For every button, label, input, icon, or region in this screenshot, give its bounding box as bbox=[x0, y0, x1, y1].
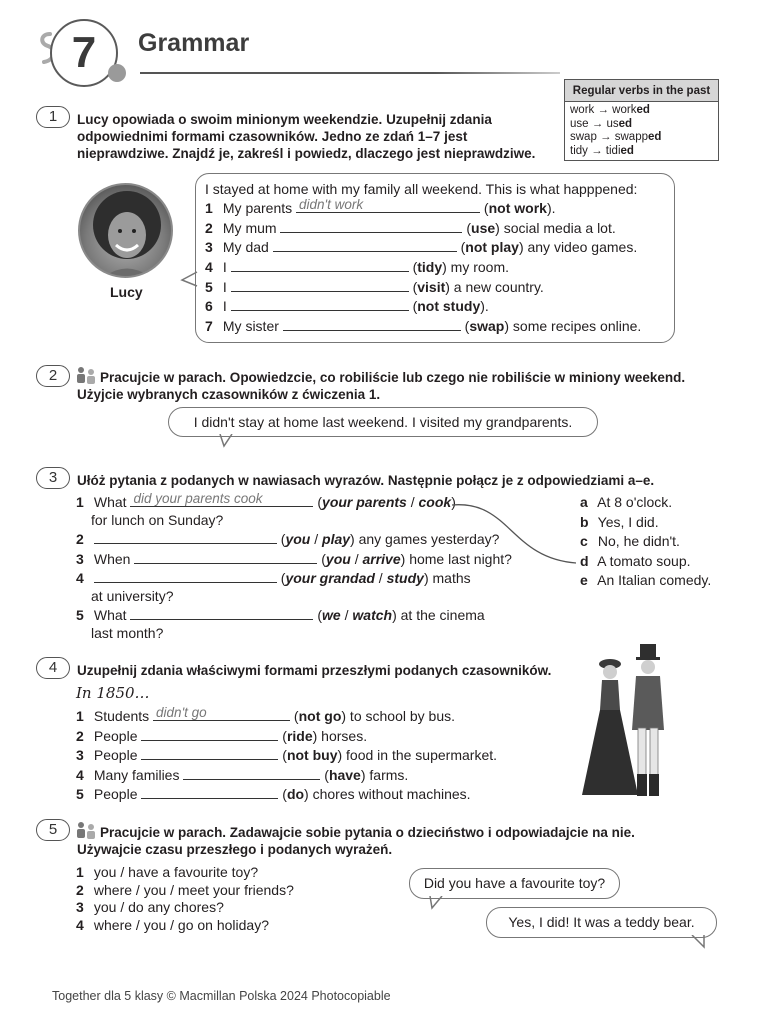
ex3-item: 2 (you / play) any games yesterday? bbox=[76, 531, 500, 547]
ex4-item: 5 People (do) chores without machines. bbox=[76, 786, 471, 802]
ex1-item: 1 My parents didn't work (not work). bbox=[205, 197, 556, 216]
exercise-2-instruction: Pracujcie w parach. Opowiedzcie, co robiliście lub czego nie robiliście w miniony weekend. bbox=[100, 370, 686, 385]
ex5-items bbox=[76, 864, 294, 934]
page-footer: Together dla 5 klasy © Macmillan Polska 2024 Photocopiable bbox=[52, 989, 391, 1003]
matching-line bbox=[450, 498, 580, 568]
ex4-item: 3 People (not buy) food in the supermarket. bbox=[76, 747, 498, 763]
ex1-item: 2 My mum (use) social media a lot. bbox=[205, 220, 616, 236]
ex3-item-continuation: last month? bbox=[91, 625, 164, 641]
lucy-intro: I stayed at home with my family all weekend. This is what happpened: bbox=[205, 181, 638, 197]
answer-option: a At 8 o'clock. bbox=[580, 494, 673, 510]
exercise-1-instruction: Lucy opowiada o swoim minionym weekendzie. Uzupełnij zdania odpowiednimi formami czasowników. Jedno ze zdań 1–7 jest nieprawdziwe. Znajdź je, zakreśl i powiedz, dlaczego jest nieprawdziwe. bbox=[77, 112, 536, 161]
pair-work-icon bbox=[76, 821, 98, 839]
exercise-4-number: 4 bbox=[36, 657, 70, 679]
page-title: Grammar bbox=[138, 29, 250, 57]
answer-blank[interactable]: didn't work bbox=[296, 199, 480, 213]
ex3-item: 4 (your grandad / study) maths bbox=[76, 570, 471, 586]
verb-item: swap → swapped bbox=[570, 131, 662, 143]
answer-blank[interactable] bbox=[231, 278, 409, 292]
exercise-3-number: 3 bbox=[36, 467, 70, 489]
answer-blank[interactable] bbox=[141, 785, 278, 799]
ex1-item: 6 I (not study). bbox=[205, 298, 489, 314]
question-speech-bubble: Did you have a favourite toy? bbox=[409, 868, 620, 899]
verb-item: tidy → tidied bbox=[570, 144, 634, 157]
ex4-item: 4 Many families (have) farms. bbox=[76, 767, 409, 783]
ex1-item: 5 I (visit) a new country. bbox=[205, 279, 544, 295]
answer-option: d A tomato soup. bbox=[580, 552, 691, 569]
exercise-5-number: 5 bbox=[36, 819, 70, 841]
ex4-item: 1 Students didn't go (not go) to school by bus. bbox=[76, 705, 455, 724]
answer-blank[interactable]: did your parents cook bbox=[130, 493, 313, 507]
exercise-5-instruction-cont: Używajcie czasu przeszłego i podanych wyrażeń. bbox=[77, 842, 393, 857]
list-item: 2 where / you / meet your friends? bbox=[76, 881, 294, 898]
exercise-2-instruction-cont: Użyjcie wybranych czasowników z ćwiczenia 1. bbox=[77, 387, 381, 402]
unit-dot-icon bbox=[108, 64, 126, 82]
answer-blank[interactable]: didn't go bbox=[153, 707, 290, 721]
ex1-item: 7 My sister (swap) some recipes online. bbox=[205, 318, 642, 334]
answer-blank[interactable] bbox=[141, 746, 278, 760]
regular-verbs-list bbox=[565, 102, 718, 160]
answer-blank[interactable] bbox=[94, 569, 277, 583]
answer-blank[interactable] bbox=[134, 550, 317, 564]
list-item: 3 you / do any chores? bbox=[76, 899, 224, 915]
verb-item: work → worked bbox=[570, 104, 650, 116]
answer-blank[interactable] bbox=[231, 297, 409, 311]
unit-number: 7 bbox=[71, 28, 97, 77]
regular-verbs-box bbox=[564, 79, 719, 161]
era-heading: In 1850… bbox=[76, 684, 150, 702]
ex3-item: 3 When (you / arrive) home last night? bbox=[76, 551, 512, 567]
answer-blank[interactable] bbox=[130, 606, 313, 620]
exercise-3-instruction: Ułóż pytania z podanych w nawiasach wyrazów. Następnie połącz je z odpowiedziami a–e. bbox=[77, 473, 655, 488]
answer-blank[interactable] bbox=[183, 766, 320, 780]
ex3-item: 5 What (we / watch) at the cinema bbox=[76, 607, 485, 623]
answer-blank[interactable] bbox=[231, 258, 409, 272]
list-item: 4 where / you / go on holiday? bbox=[76, 916, 270, 933]
pair-work-icon bbox=[76, 366, 98, 384]
ex4-item: 2 People (ride) horses. bbox=[76, 728, 368, 744]
answer-blank[interactable] bbox=[273, 238, 457, 252]
exercise-1-number: 1 bbox=[36, 106, 70, 128]
ex3-item-continuation: for lunch on Sunday? bbox=[91, 512, 224, 528]
answer-option: e An Italian comedy. bbox=[580, 572, 712, 589]
answer-blank[interactable] bbox=[141, 727, 278, 741]
verb-item: use → used bbox=[570, 117, 633, 130]
victorian-couple-illustration bbox=[580, 640, 680, 802]
ex3-item-continuation: at university? bbox=[91, 588, 174, 604]
ex1-item: 3 My dad (not play) any video games. bbox=[205, 239, 638, 255]
answer-blank[interactable] bbox=[94, 530, 277, 544]
list-item: 1 you / have a favourite toy? bbox=[76, 864, 259, 880]
answer-blank[interactable] bbox=[280, 219, 462, 233]
answer-blank[interactable] bbox=[283, 317, 461, 331]
title-divider bbox=[140, 72, 560, 74]
lucy-photo bbox=[78, 183, 173, 278]
exercise-2-number: 2 bbox=[36, 365, 70, 387]
answer-option: b Yes, I did. bbox=[580, 513, 659, 530]
example-speech-bubble: I didn't stay at home last weekend. I visited my grandparents. bbox=[168, 407, 598, 437]
regular-verbs-heading: Regular verbs in the past bbox=[565, 80, 718, 102]
answer-speech-bubble: Yes, I did! It was a teddy bear. bbox=[486, 907, 717, 938]
ex3-item: 1 What did your parents cook (your parents / cook) bbox=[76, 491, 456, 510]
ex1-item: 4 I (tidy) my room. bbox=[205, 259, 510, 275]
lucy-name-label: Lucy bbox=[110, 284, 143, 300]
answer-option: c No, he didn't. bbox=[580, 533, 680, 550]
ex3-answers bbox=[580, 493, 711, 591]
exercise-5-instruction: Pracujcie w parach. Zadawajcie sobie pytania o dzieciństwo i odpowiadajcie na nie. bbox=[100, 825, 635, 840]
exercise-4-instruction: Uzupełnij zdania właściwymi formami przeszłymi podanych czasowników. bbox=[77, 663, 552, 678]
